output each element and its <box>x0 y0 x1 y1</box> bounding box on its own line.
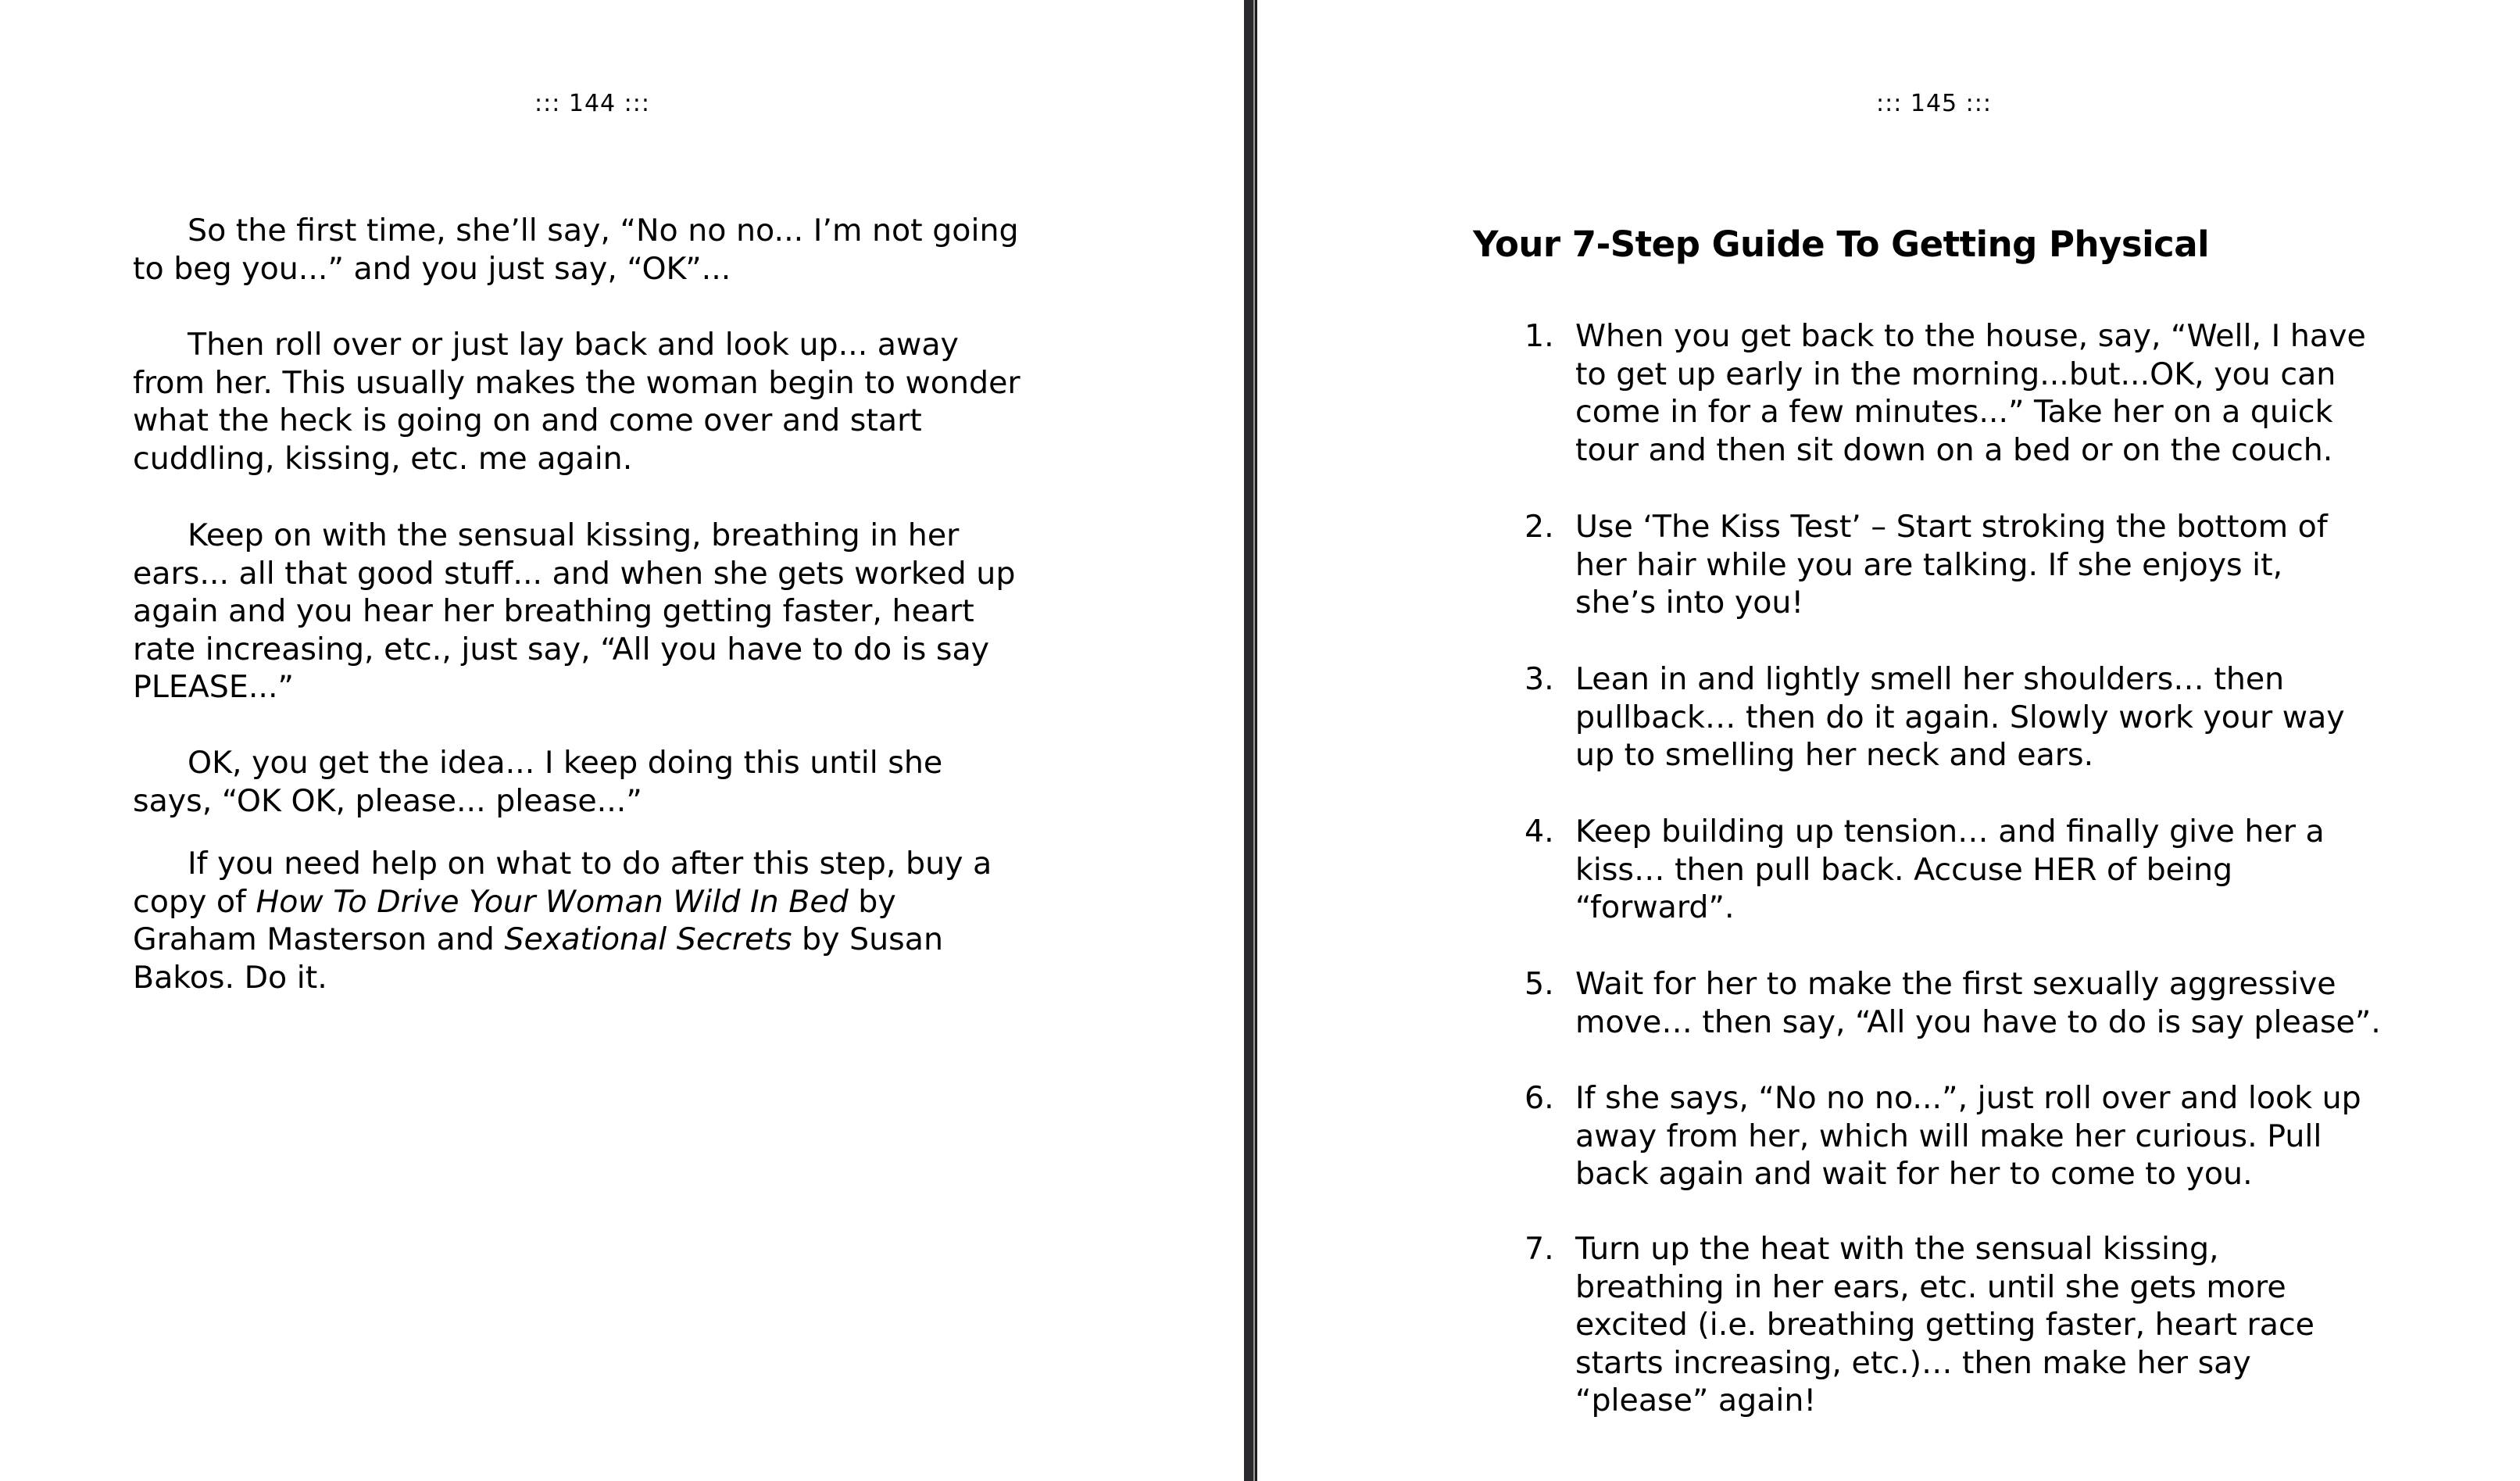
text-line: to beg you...” and you just say, “OK”... <box>133 250 731 287</box>
text-line: pullback… then do it again. Slowly work your way <box>1575 699 2345 735</box>
text-line: breathing in her ears, etc. until she gets more <box>1575 1268 2286 1305</box>
divider-band <box>1244 0 1253 1481</box>
text-line: cuddling, kissing, etc. me again. <box>133 440 633 477</box>
list-number: 5. <box>1525 966 1554 1002</box>
text-line: to get up early in the morning...but...OK, you can <box>1575 356 2336 392</box>
text-run: copy of <box>133 883 256 920</box>
text-line: tour and then sit down on a bed or on the couch. <box>1575 431 2333 468</box>
paragraph <box>133 326 1021 478</box>
text-line: away from her, which will make her curious. Pull <box>1575 1118 2322 1154</box>
paragraph <box>133 517 1015 707</box>
list-number: 4. <box>1525 814 1554 850</box>
list-item-body <box>1575 1079 2361 1193</box>
right-page <box>1257 0 2520 1481</box>
text-line <box>133 921 992 959</box>
list-item-body <box>1575 317 2366 469</box>
text-line: what the heck is going on and come over and start <box>133 402 922 439</box>
section-heading: Your 7-Step Guide To Getting Physical <box>1473 224 2210 265</box>
text-line: rate increasing, etc., just say, “All you have to do is say <box>133 631 990 667</box>
left-page <box>0 0 1244 1481</box>
page-number: ::: 145 ::: <box>1876 90 1992 117</box>
text-line: says, “OK OK, please... please...” <box>133 782 642 819</box>
page-number: ::: 144 ::: <box>534 90 650 117</box>
list-item-body <box>1575 508 2328 622</box>
text-line: Keep on with the sensual kissing, breathing in her <box>188 517 960 553</box>
list-item-body <box>1575 813 2325 927</box>
text-line: Bakos. Do it. <box>133 959 327 996</box>
text-line: Use ‘The Kiss Test’ – Start stroking the bottom of <box>1575 509 2328 545</box>
text-run: by Susan <box>792 921 943 958</box>
list-item-body <box>1575 965 2381 1041</box>
paragraph <box>133 744 942 820</box>
text-line: “forward”. <box>1575 889 1735 926</box>
text-line: up to smelling her neck and ears. <box>1575 737 2094 774</box>
text-line: OK, you get the idea... I keep doing this until she <box>188 745 943 781</box>
text-line: So the first time, she’ll say, “No no no... I’m not going <box>188 213 1019 249</box>
text-line: Wait for her to make the first sexually aggressive <box>1575 966 2336 1002</box>
text-line: move… then say, “All you have to do is say please”. <box>1575 1003 2381 1040</box>
book-title: Sexational Secrets <box>504 921 792 958</box>
text-line: she’s into you! <box>1575 585 1804 621</box>
text-line: starts increasing, etc.)… then make her say <box>1575 1344 2251 1381</box>
list-number: 2. <box>1525 509 1554 545</box>
text-line: When you get back to the house, say, “Well, I have <box>1575 318 2366 354</box>
list-number: 1. <box>1525 318 1554 354</box>
text-run: Graham Masterson and <box>133 921 505 958</box>
list-number: 3. <box>1525 661 1554 697</box>
list-number: 7. <box>1525 1231 1554 1267</box>
page-divider <box>1244 0 1257 1481</box>
text-line <box>133 883 992 921</box>
text-line: If she says, “No no no...”, just roll over and look up <box>1575 1080 2361 1116</box>
text-line: ears... all that good stuff... and when she gets worked up <box>133 555 1016 592</box>
text-line: PLEASE...” <box>133 669 294 706</box>
list-number: 6. <box>1525 1080 1554 1116</box>
text-line: Lean in and lightly smell her shoulders… then <box>1575 661 2285 697</box>
text-line: Keep building up tension… and finally give her a <box>1575 814 2325 850</box>
text-line: back again and wait for her to come to you. <box>1575 1156 2253 1193</box>
book-title: How To Drive Your Woman Wild In Bed <box>256 883 849 920</box>
paragraph <box>133 212 1019 288</box>
text-line: again and you hear her breathing getting faster, heart <box>133 593 974 630</box>
text-line: come in for a few minutes...” Take her on a quick <box>1575 394 2333 431</box>
text-line: kiss… then pull back. Accuse HER of being <box>1575 851 2233 888</box>
text-line: If you need help on what to do after this step, buy a <box>188 846 992 882</box>
text-line: excited (i.e. breathing getting faster, heart race <box>1575 1307 2314 1343</box>
text-line: Then roll over or just lay back and look up... away <box>188 327 959 363</box>
text-line: from her. This usually makes the woman begin to wonder <box>133 364 1021 401</box>
paragraph-book-recommendation <box>133 845 992 996</box>
list-item-body <box>1575 1230 2314 1420</box>
text-run: by <box>848 883 896 920</box>
text-line: Turn up the heat with the sensual kissing, <box>1575 1231 2219 1267</box>
text-line: “please” again! <box>1575 1383 1817 1419</box>
list-item-body <box>1575 660 2345 774</box>
text-line: her hair while you are talking. If she enjoys it, <box>1575 546 2283 583</box>
